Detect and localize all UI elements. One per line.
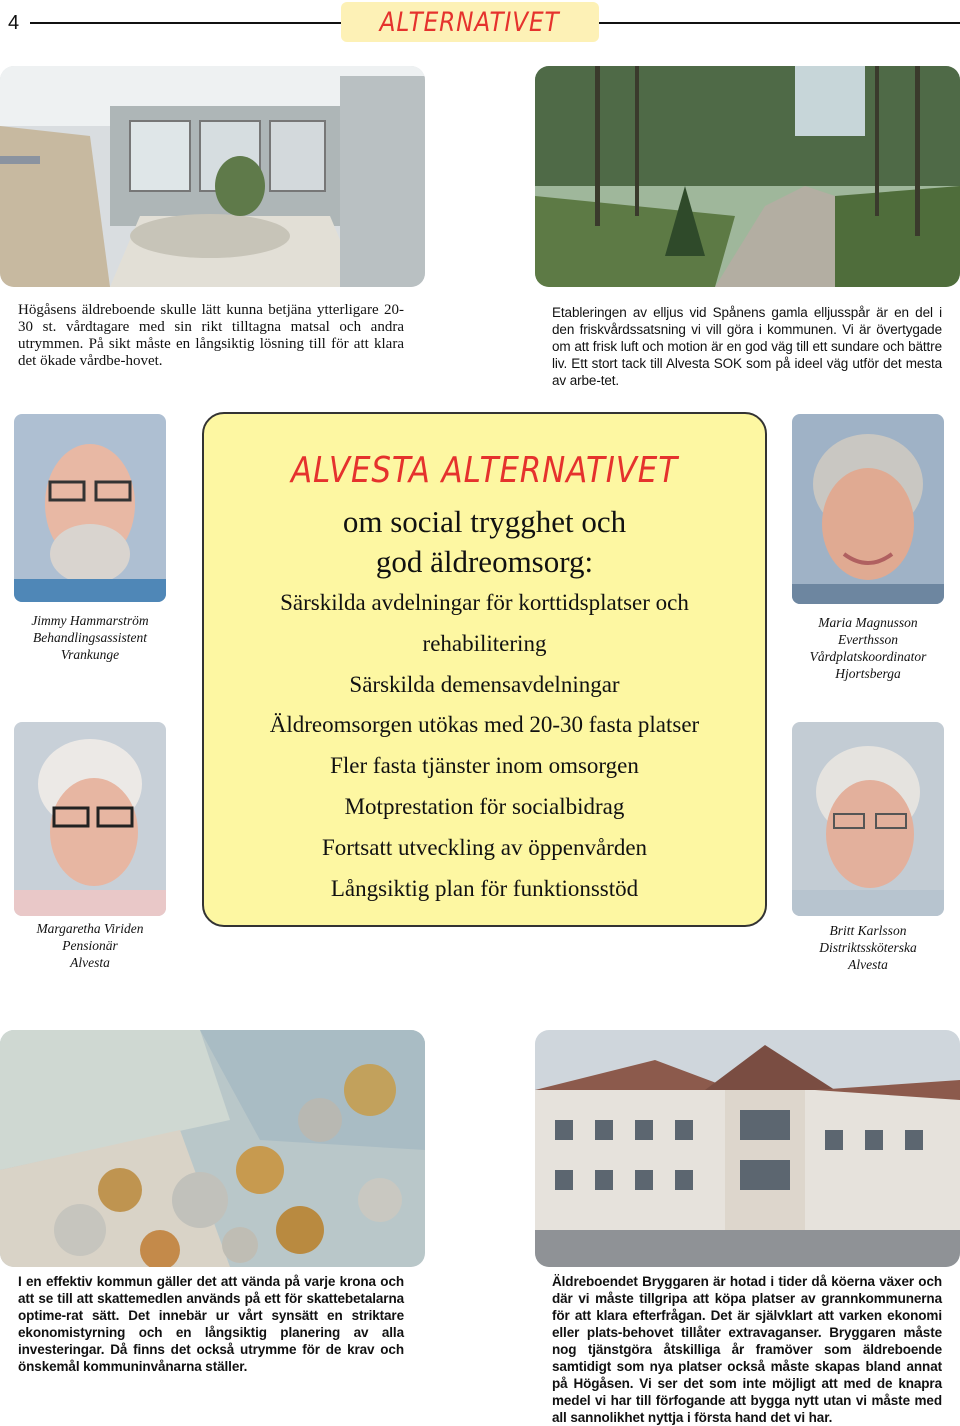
- box-item: rehabilitering: [422, 631, 547, 656]
- box-item: Särskilda demensavdelningar: [349, 672, 620, 697]
- money-photo: [0, 1030, 425, 1267]
- portrait-britt: [792, 722, 944, 916]
- portrait-margaretha: [14, 722, 166, 916]
- person-role: Behandlingsassistent: [33, 630, 147, 645]
- box-subtitle-1: om social trygghet och: [342, 504, 627, 539]
- platform-box: [202, 412, 767, 927]
- box-item: Motprestation för socialbidrag: [344, 794, 625, 819]
- building-caption: Äldreboendet Bryggaren är hotad i tider då köerna växer och där vi måste tillgripa att köpa platser av grannkommunerna för att klara efterfrågan. Det är självklart att varken ekonomi eller plats-behovet tillåter extravaganser. Bryggaren måste nog tjänstgöra åtskilliga år framöver som äldreboende samtidigt som nya platser också måste skapas bland annat på Högåsen. Vi ser det som inte möjligt att med de knapra medel vi har till förfogande att bygga nytt utan vi måste med all sannolikhet nyttja i första hand det vi har.: [552, 1274, 942, 1425]
- person-role: Pensionär: [62, 938, 118, 953]
- person-place: Alvesta: [70, 955, 110, 970]
- page-number: 4: [8, 12, 20, 34]
- portrait-jimmy: [14, 414, 166, 602]
- building-photo: [535, 1030, 960, 1267]
- caption-britt: [792, 922, 944, 973]
- interior-hall-photo: [0, 66, 425, 287]
- box-title: ALVESTA ALTERNATIVET: [291, 450, 678, 491]
- box-item: Fortsatt utveckling av öppenvården: [321, 835, 648, 860]
- person-name: Jimmy Hammarström: [31, 613, 149, 628]
- forest-path-photo: [535, 66, 960, 287]
- caption-margaretha: [14, 920, 166, 971]
- person-extra: Hjortsberga: [835, 666, 901, 681]
- hall-caption: Högåsens äldreboende skulle lätt kunna betjäna ytterligare 20-30 st. vårdtagare med sin rikt tilltagna matsal och andra utrymmen. På sikt måste en långsiktig lösning till för att klara det ökade vårdbe-hovet.: [18, 302, 404, 369]
- brand-logo: ALTERNATIVET: [380, 6, 560, 38]
- person-name: Britt Karlsson: [829, 923, 907, 938]
- forest-caption: Etableringen av elljus vid Spånens gamla elljusspår är en del i den friskvårdssatsning vi vill göra i kommunen. Vi är övertygade om att frisk luft och motion är en god väg till ett sundare och bättre liv. Ett stort tack till Alvesta SOK som på ideel väg utför det mesta av arbe-tet.: [552, 305, 942, 388]
- box-item: Äldreomsorgen utökas med 20-30 fasta platser: [269, 712, 700, 737]
- header-rule-left: [30, 22, 341, 24]
- person-name: Maria Magnusson: [818, 615, 918, 630]
- box-subtitle-2: god äldreomsorg:: [375, 544, 594, 579]
- brand-tab: [341, 2, 599, 42]
- portrait-maria: [792, 414, 944, 604]
- box-item: Särskilda avdelningar för korttidsplatser och: [280, 590, 689, 615]
- caption-maria: [792, 614, 944, 682]
- header-rule-right: [599, 22, 960, 24]
- person-place: Vrankunge: [60, 647, 120, 662]
- person-name: Margaretha Viriden: [36, 921, 144, 936]
- person-role: Everthsson: [838, 632, 898, 647]
- person-place: Vårdplatskoordinator: [809, 649, 927, 664]
- person-place: Alvesta: [848, 957, 888, 972]
- box-item: Fler fasta tjänster inom omsorgen: [330, 753, 639, 778]
- caption-jimmy: [14, 612, 166, 663]
- person-role: Distriktssköterska: [819, 940, 917, 955]
- box-item: Långsiktig plan för funktionsstöd: [330, 876, 639, 901]
- money-caption: I en effektiv kommun gäller det att vända på varje krona och att se till att skattemedlen används på ett för skattebetalarna optime-rat sätt. Det innebär ur vårt synsätt en striktare ekonomistyrning och en långsiktig planering av alla investeringar. Då finns det också utrymme för de krav och önskemål kommuninvånarna ställer.: [18, 1274, 404, 1374]
